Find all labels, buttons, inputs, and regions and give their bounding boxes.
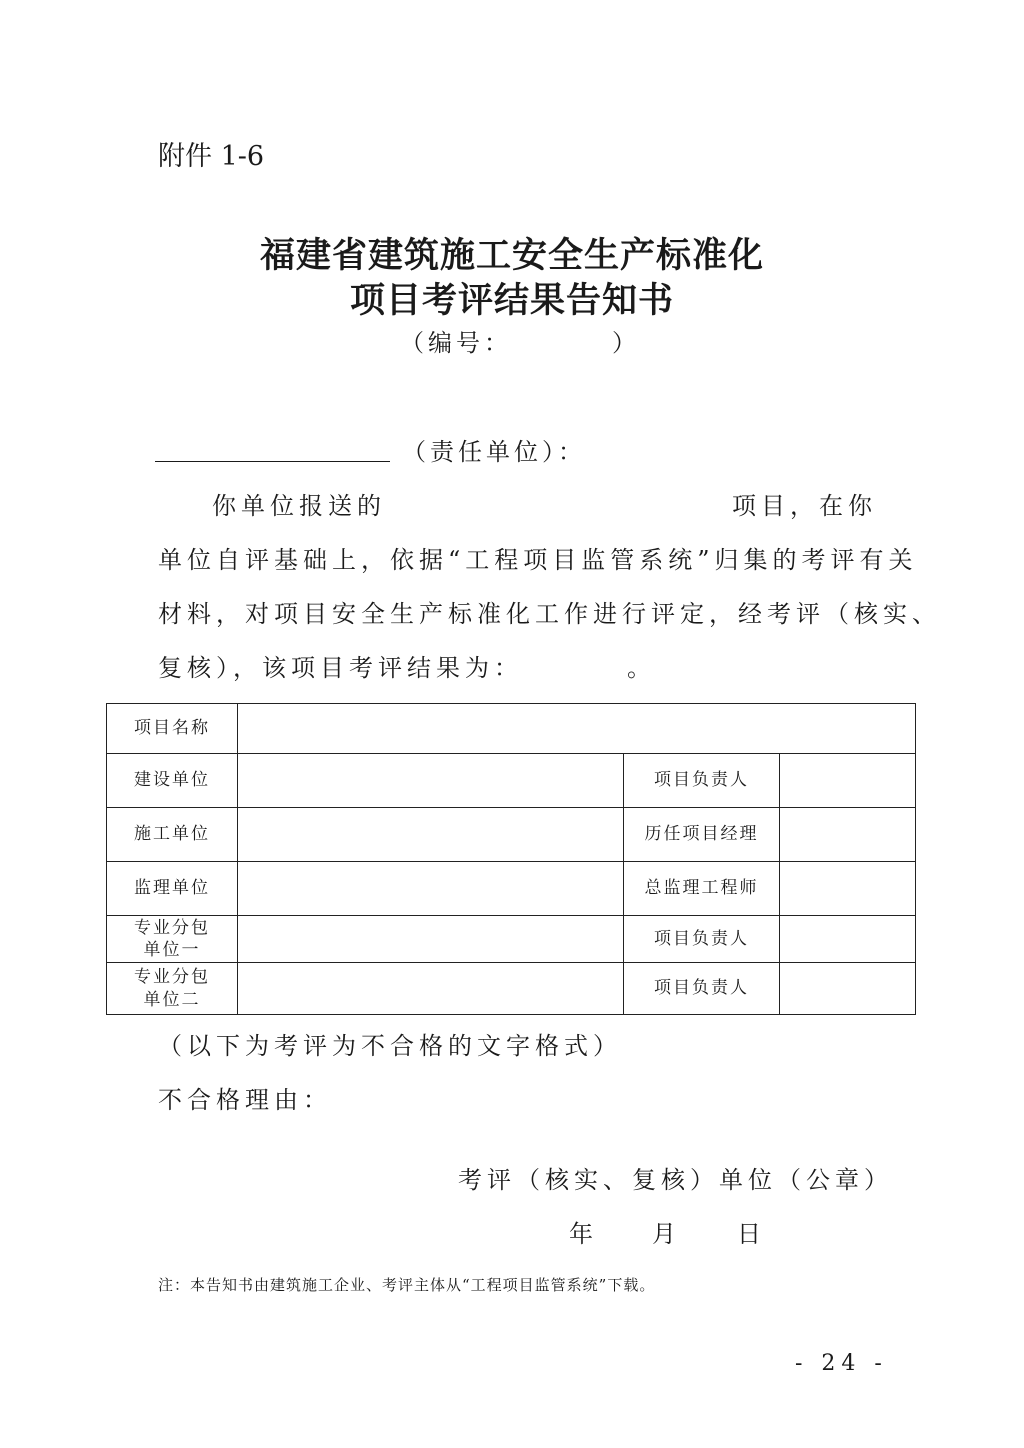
fail-reason-label: 不合格理由： [158,1086,332,1114]
contractor-value [238,808,624,862]
date-year: 年 [569,1220,598,1248]
subcontractor-one-value [238,916,624,963]
project-managers-label: 历任项目经理 [624,808,780,862]
project-info-table [106,703,916,1015]
subcontractor-two-label-line2: 单位二 [143,989,201,1010]
subcontractor-two-value [238,963,624,1015]
construction-owner-value [238,754,624,808]
supervisor-value [238,862,624,916]
paragraph-line2: 单位自评基础上，依据“工程项目监管系统”归集的考评有关 [158,546,918,574]
paragraph-line1-start: 你单位报送的 [212,492,386,520]
table-row [107,862,916,916]
project-managers-value [780,808,916,862]
date-day: 日 [737,1220,766,1248]
subcontractor-two-label-line1: 专业分包 [134,967,210,988]
document-title-line1: 福建省建筑施工安全生产标准化 [259,236,764,276]
subcontractor-two-lead-value [780,963,916,1015]
table-row [107,963,916,1015]
contractor-label: 施工单位 [107,808,238,862]
table-row [107,704,916,754]
responsible-unit-label: （责任单位）： [402,438,586,466]
signature-unit: 考评（核实、复核）单位（公章） [458,1166,893,1194]
subcontractor-one-label-line2: 单位一 [143,940,201,960]
document-number-label: （编号： ） [400,329,640,357]
subcontractor-one-lead-value [780,916,916,963]
subcontractor-two-label [107,963,238,1015]
fail-format-note: （以下为考评为不合格的文字格式） [158,1032,622,1060]
table-row [107,916,916,963]
table-row [107,754,916,808]
footnote: 注：本告知书由建筑施工企业、考评主体从“工程项目监管系统”下载。 [158,1276,656,1294]
subcontractor-one-lead-label: 项目负责人 [624,916,780,963]
chief-engineer-label: 总监理工程师 [624,862,780,916]
paragraph-line4: 复核），该项目考评结果为： 。 [158,654,656,682]
chief-engineer-value [780,862,916,916]
table-row [107,808,916,862]
project-name-value [238,704,916,754]
owner-project-lead-label: 项目负责人 [624,754,780,808]
project-name-label: 项目名称 [107,704,238,754]
subcontractor-one-label [107,916,238,963]
date-month: 月 [652,1220,681,1248]
attachment-label: 附件 1-6 [158,141,265,172]
construction-owner-label: 建设单位 [107,754,238,808]
paragraph-line1-end: 项目，在你 [732,492,877,520]
subcontractor-one-label-line1: 专业分包 [134,917,210,938]
supervisor-label: 监理单位 [107,862,238,916]
document-title-line2: 项目考评结果告知书 [349,281,674,321]
responsible-unit-blank [155,461,390,462]
subcontractor-two-lead-label: 项目负责人 [624,963,780,1015]
owner-project-lead-value [780,754,916,808]
paragraph-line3: 材料，对项目安全生产标准化工作进行评定，经考评（核实、 [158,600,941,628]
page-number: - 24 - [795,1351,888,1376]
